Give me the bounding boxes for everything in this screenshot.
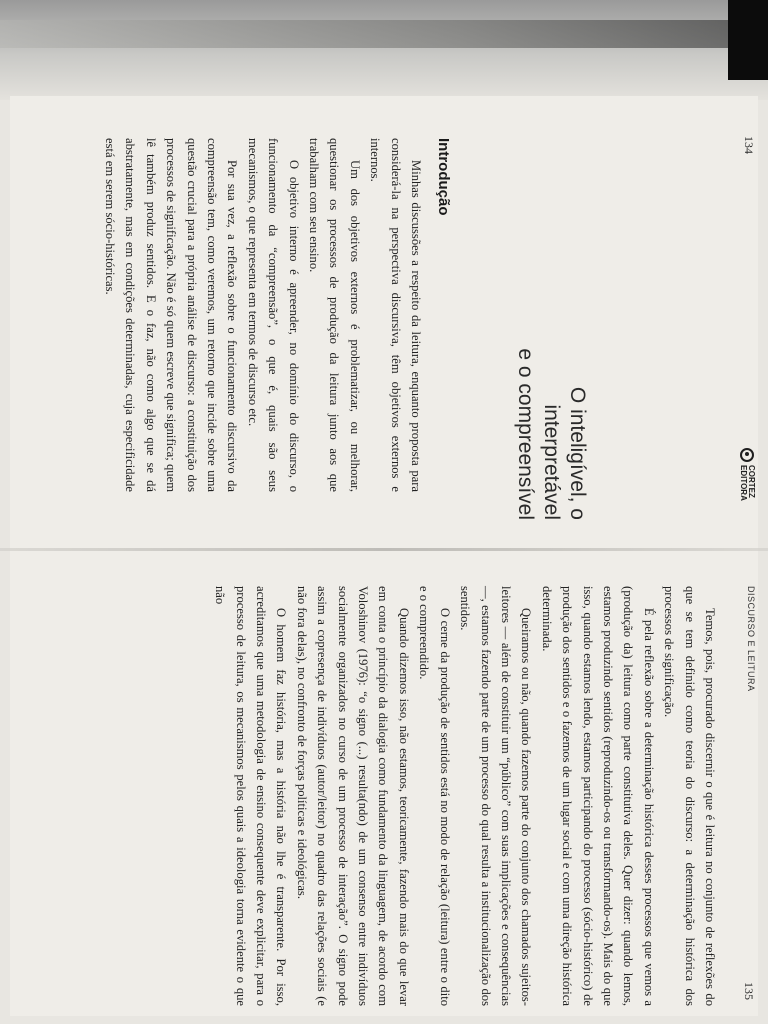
running-head: DISCURSO E LEITURA xyxy=(746,586,756,692)
paragraph: O cerne da produção de sentidos está no modo de relação (leitura) entre o dito e o compreendido. xyxy=(417,586,452,1006)
body-text xyxy=(100,138,427,492)
logo-line-2: EDITORA xyxy=(739,465,748,501)
cortez-logo-icon xyxy=(740,448,754,462)
publisher-logo xyxy=(736,448,758,520)
page-134 xyxy=(80,130,760,530)
paragraph: Um dos objetivos externos é problematizar, ou melhorar, questionar os processos de produção da leitura junto aos que trabalham com seu ensino. xyxy=(306,138,362,492)
paragraph: O objetivo interno é apreender, no domínio do discurso, o funcionamento da “compreensão”, o que é, quais são seus mecanismos, o que representa em termos de discurso etc. xyxy=(245,138,301,492)
paragraph: Queiramos ou não, quando fazemos parte do conjunto dos chamados sujeitos-leitores — além de constituir um “público” com suas implicações e consequências —, estamos fazendo parte de um processo do qual resulta a institucionalização dos sentidos. xyxy=(458,586,534,1006)
paragraph: Quando dizemos isso, não estamos, teoricamente, fazendo mais do que levar em conta o princípio da dialogia como fundamento da linguagem, de acordo com Voloshinov (1976): “o signo (...) resulta(ndo) de um consenso entre indivíduos socialmente organizados no curso de um processo de interação”. O signo pode assim a copresença de indivíduos (autor/leitor) no quadro das relações sociais (e não fora delas), no confronto de forças políticas e ideológicas. xyxy=(294,586,411,1006)
chapter-title-line-2: e o compreensível xyxy=(514,348,537,520)
paragraph: O homem faz história, mas a história não lhe é transparente. Por isso, acreditamos que uma metodologia de ensino consequente deve explicitar, para o processo de leitura, os mecanismos pelos quais a ideologia torna evidente o que não xyxy=(213,586,289,1006)
body-text xyxy=(210,586,720,1006)
scanner-dark-corner xyxy=(728,0,768,80)
page-fold xyxy=(0,548,768,551)
scanner-edge xyxy=(0,0,768,100)
scanner-band xyxy=(0,20,768,48)
section-heading: Introdução xyxy=(435,138,452,216)
page-135 xyxy=(80,578,760,1024)
page-number: 134 xyxy=(742,136,756,154)
logo-line-1: CORTEZ xyxy=(747,465,756,498)
chapter-title-line-1: O inteligível, o interpretável xyxy=(540,386,589,520)
paragraph: Por sua vez, a reflexão sobre o funcionamento discursivo da compreensão tem, como veremos, um retorno que incide sobre uma questão crucial para a própria análise de discurso: a constituição dos processos de significação. Não é só quem escreve que significa; quem lê também produz sentidos. E o faz, não como algo que se dá abstratamente, mas em condições determinadas, cuja especificidade está em serem sócio-históricas. xyxy=(102,138,240,492)
paragraph: Minhas discussões a respeito da leitura, enquanto proposta para considerá-la na perspectiva discursiva, têm objetivos externos e internos. xyxy=(368,138,423,492)
paragraph: É pela reflexão sobre a determinação histórica desses processos que vemos a (produção da) leitura como parte constitutiva deles. Quer dizer: quando lemos, estamos produzindo sentidos (reproduzindo-os ou transformando-os). Mais do que isso, quando estamos lendo, estamos participando do processo (sócio-histórico) de produção dos sentidos e o fazemos de um lugar social e com uma direção histórica determinada. xyxy=(539,586,656,1006)
page-number: 135 xyxy=(742,982,756,1000)
paragraph: Temos, pois, procurado discernir o que é leitura no conjunto de reflexões do que se tem definido como teoria do discurso: a determinação histórica dos processos de significação. xyxy=(662,586,717,1006)
chapter-title xyxy=(512,300,590,520)
logo-text xyxy=(739,465,755,501)
